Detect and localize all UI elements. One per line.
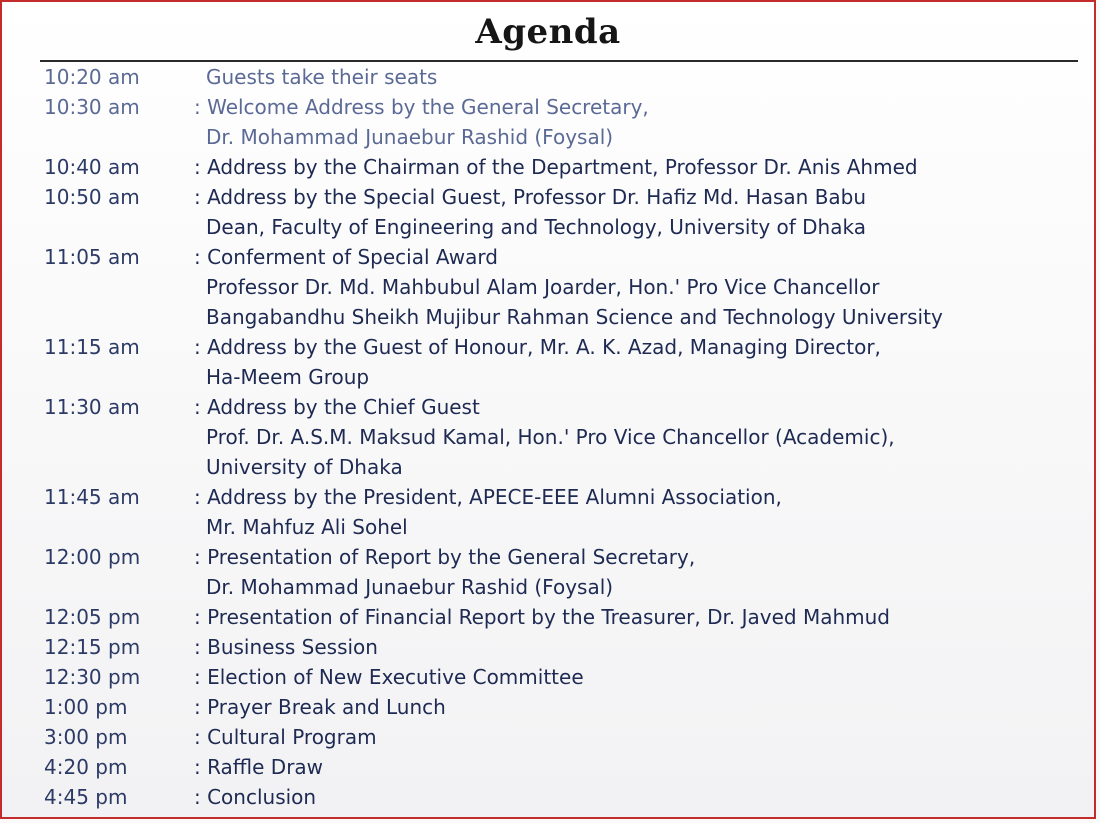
agenda-line: : Presentation of Report by the General Secretary, [194,545,696,569]
agenda-line: : Conclusion [194,785,317,809]
agenda-description [194,152,1074,182]
agenda-description [194,242,1074,332]
agenda-line: Dean, Faculty of Engineering and Technology, University of Dhaka [206,215,866,239]
agenda-line: : Cultural Program [194,725,377,749]
agenda-time: 3:00 pm [44,725,128,749]
agenda-item [44,392,1074,482]
agenda-line: : Address by the Chairman of the Department, Professor Dr. Anis Ahmed [194,155,918,179]
agenda-item [44,152,1074,182]
agenda-line: : Raffle Draw [194,755,324,779]
agenda-description [194,752,1074,782]
agenda-time: 1:00 pm [44,695,128,719]
agenda-item [44,482,1074,542]
agenda-line: : Address by the President, APECE-EEE Alumni Association, [194,485,782,509]
agenda-item [44,632,1074,662]
agenda-time: 12:15 pm [44,635,141,659]
agenda-time: 4:45 pm [44,785,128,809]
agenda-line: : Address by the Guest of Honour, Mr. A. K. Azad, Managing Director, [194,335,881,359]
agenda-line: Prof. Dr. A.S.M. Maksud Kamal, Hon.' Pro Vice Chancellor (Academic), [206,425,895,449]
agenda-description [194,782,1074,812]
agenda-item [44,92,1074,152]
agenda-time: 10:20 am [44,65,140,89]
agenda-description [194,392,1074,482]
agenda-time: 12:05 pm [44,605,141,629]
agenda-item [44,62,1074,92]
agenda-line: : Welcome Address by the General Secretary, [194,95,649,119]
agenda-line: : Conferment of Special Award [194,245,498,269]
agenda-description [194,542,1074,602]
agenda-description [194,602,1074,632]
agenda-description [194,662,1074,692]
agenda-description [194,332,1074,392]
agenda-line: : Prayer Break and Lunch [194,695,446,719]
agenda-description [194,92,1074,152]
agenda-line: Dr. Mohammad Junaebur Rashid (Foysal) [206,575,614,599]
agenda-item [44,542,1074,602]
agenda-time: 10:50 am [44,185,140,209]
agenda-line: Mr. Mahfuz Ali Sohel [206,515,408,539]
agenda-time: 10:40 am [44,155,140,179]
agenda-list [44,62,1074,812]
agenda-time: 11:30 am [44,395,140,419]
agenda-line: : Presentation of Financial Report by the Treasurer, Dr. Javed Mahmud [194,605,890,629]
agenda-line: Ha-Meem Group [206,365,370,389]
agenda-time: 11:05 am [44,245,140,269]
agenda-item [44,782,1074,812]
agenda-description [194,62,1074,92]
agenda-time: 12:30 pm [44,665,141,689]
agenda-item [44,752,1074,782]
agenda-line: Professor Dr. Md. Mahbubul Alam Joarder, Hon.' Pro Vice Chancellor [206,275,880,299]
page-title: Agenda [475,12,621,52]
agenda-time: 12:00 pm [44,545,141,569]
agenda-line: : Election of New Executive Committee [194,665,584,689]
agenda-item [44,662,1074,692]
agenda-item [44,602,1074,632]
agenda-description [194,182,1074,242]
agenda-description [194,632,1074,662]
agenda-time: 11:15 am [44,335,140,359]
agenda-line: Guests take their seats [206,65,438,89]
agenda-line: Dr. Mohammad Junaebur Rashid (Foysal) [206,125,614,149]
agenda-line: : Address by the Special Guest, Professor Dr. Hafiz Md. Hasan Babu [194,185,867,209]
agenda-line: Bangabandhu Sheikh Mujibur Rahman Science and Technology University [206,305,943,329]
agenda-item [44,692,1074,722]
agenda-time: 4:20 pm [44,755,128,779]
agenda-line: : Address by the Chief Guest [194,395,480,419]
agenda-item [44,182,1074,242]
agenda-line: University of Dhaka [206,455,403,479]
agenda-item [44,332,1074,392]
agenda-description [194,482,1074,542]
agenda-time: 11:45 am [44,485,140,509]
agenda-time: 10:30 am [44,95,140,119]
agenda-description [194,722,1074,752]
agenda-line: : Business Session [194,635,378,659]
agenda-item [44,242,1074,332]
agenda-item [44,722,1074,752]
agenda-description [194,692,1074,722]
